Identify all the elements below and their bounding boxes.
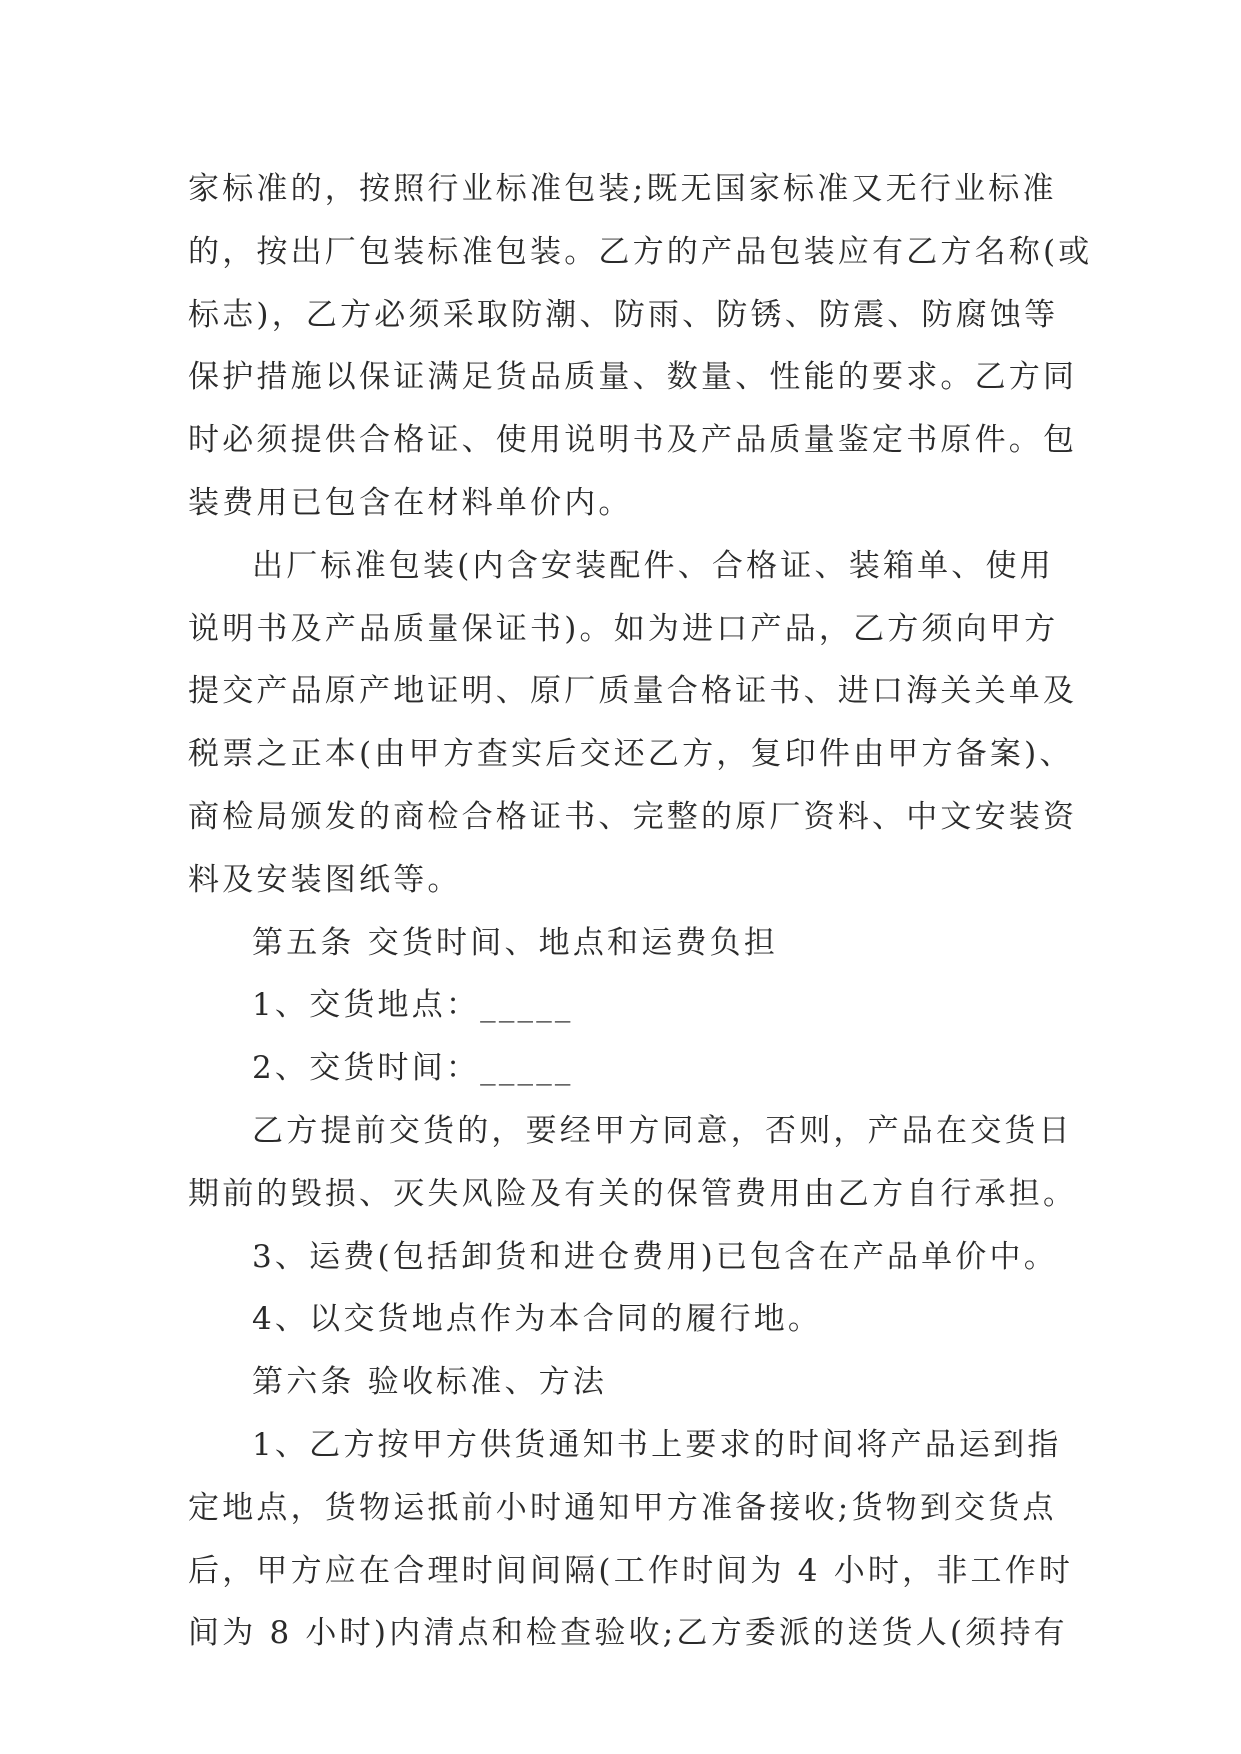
text-line: 期前的毁损、灭失风险及有关的保管费用由乙方自行承担。 [188,1175,1078,1212]
clause-item: 1、交货地点：_____ [252,987,574,1024]
text-line: 提交产品原产地证明、原厂质量合格证书、进口海关关单及 [188,673,1078,710]
clause-item: 1、乙方按甲方供货通知书上要求的时间将产品运到指 [252,1426,1062,1463]
document-body [188,158,1093,1665]
clause-item: 4、以交货地点作为本合同的履行地。 [252,1301,823,1338]
text-line: 间为 8 小时)内清点和检查验收;乙方委派的送货人(须持有 [188,1615,1068,1652]
paragraph-first-line: 乙方提前交货的，要经甲方同意，否则，产品在交货日 [252,1112,1073,1149]
article-heading: 第五条 交货时间、地点和运费负担 [252,924,779,961]
text-line: 料及安装图纸等。 [188,861,462,898]
clause-item: 3、运费(包括卸货和进仓费用)已包含在产品单价中。 [252,1238,1058,1275]
text-line: 的，按出厂包装标准包装。乙方的产品包装应有乙方名称(或 [188,233,1093,270]
text-line: 家标准的，按照行业标准包装;既无国家标准又无行业标准 [188,171,1057,207]
text-line: 定地点，货物运抵前小时通知甲方准备接收;货物到交货点 [188,1489,1057,1526]
text-line: 后，甲方应在合理时间间隔(工作时间为 4 小时，非工作时 [188,1552,1074,1589]
text-line: 装费用已包含在材料单价内。 [188,484,633,521]
paragraph-first-line: 出厂标准包装(内含安装配件、合格证、装箱单、使用 [252,547,1054,584]
text-line: 标志)，乙方必须采取防潮、防雨、防锈、防震、防腐蚀等 [188,296,1059,333]
text-line: 商检局颁发的商检合格证书、完整的原厂资料、中文安装资 [188,798,1078,835]
text-line: 说明书及产品质量保证书)。如为进口产品，乙方须向甲方 [188,610,1059,647]
clause-item: 2、交货时间：_____ [252,1050,574,1087]
text-line: 税票之正本(由甲方查实后交还乙方，复印件由甲方备案)、 [188,736,1074,773]
text-line: 保护措施以保证满足货品质量、数量、性能的要求。乙方同 [188,359,1078,396]
text-line: 时必须提供合格证、使用说明书及产品质量鉴定书原件。包 [188,422,1078,459]
article-heading: 第六条 验收标准、方法 [252,1364,608,1401]
